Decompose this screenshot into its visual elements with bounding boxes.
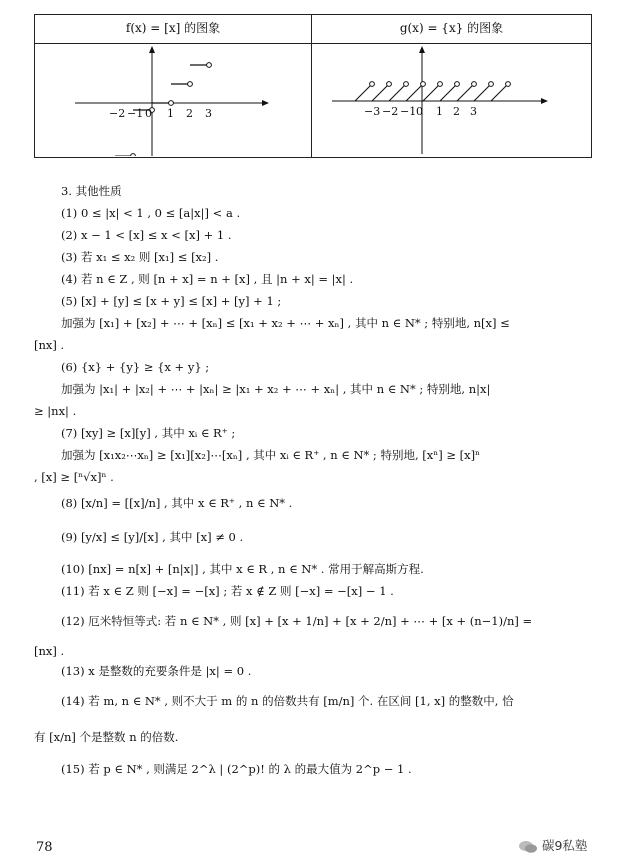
property-line: ≥ |nx| . [34,404,77,418]
floor-tick-label: 0 [145,107,152,120]
property-line: (5) [x] + [y] ≤ [x + y] ≤ [x] + [y] + 1 ; [61,294,282,308]
property-line: 加强为 |x₁| + |x₂| + ⋯ + |xₙ| ≥ |x₁ + x₂ + ⋯ + xₙ| , 其中 n ∈ N* ; 特别地, n|x| [61,382,491,396]
floor-graph-caption: f(x) = [x] 的图象 [125,21,221,35]
property-line: (1) 0 ≤ |x| < 1 , 0 ≤ [a|x|] < a . [61,206,241,220]
floor-function-graph [35,44,311,156]
property-line: (6) {x} + {y} ≥ {x + y} ; [61,360,210,374]
frac-tick-label: −1 [400,105,417,118]
property-line: (7) [xy] ≥ [x][y] , 其中 xᵢ ∈ R⁺ ; [61,426,236,440]
watermark [518,836,587,854]
wechat-icon [518,840,538,854]
property-line: (9) [y/x] ≤ [y]/[x] , 其中 [x] ≠ 0 . [61,530,244,544]
frac-tick-label: 1 [436,105,443,118]
property-line: (4) 若 n ∈ Z , 则 [n + x] = n + [x] , 且 |n + x| = |x| . [61,272,354,286]
property-line: [nx] . [34,338,65,352]
property-line: (2) x − 1 < [x] ≤ x < [x] + 1 . [61,228,232,242]
floor-tick-label: −1 [127,107,144,120]
property-line: (14) 若 m, n ∈ N* , 则不大于 m 的 n 的倍数共有 [m/n] 个. 在区间 [1, x] 的整数中, 恰 [61,694,514,708]
frac-tick-label: −2 [382,105,399,118]
frac-tick-label: 3 [470,105,477,118]
property-line: (3) 若 x₁ ≤ x₂ 则 [x₁] ≤ [x₂] . [61,250,219,264]
frac-tick-label: −3 [364,105,381,118]
page-number: 78 [36,840,53,855]
property-line: (13) x 是整数的充要条件是 |x| = 0 . [61,664,252,678]
frac-tick-label: 2 [453,105,460,118]
frac-tick-label: 0 [416,105,423,118]
graph-table [34,14,592,158]
floor-tick-label: −2 [109,107,126,120]
property-line: (12) 厄米特恒等式: 若 n ∈ N* , 则 [x] + [x + 1/n] + [x + 2/n] + ⋯ + [x + (n−1)/n] = [61,614,533,628]
property-line: (10) [nx] = n[x] + [n|x|] , 其中 x ∈ R , n ∈ N* . 常用于解高斯方程. [61,562,424,576]
property-line: (11) 若 x ∈ Z 则 [−x] = −[x] ; 若 x ∉ Z 则 [−x] = −[x] − 1 . [61,584,394,598]
property-line: 有 [x/n] 个是整数 n 的倍数. [34,730,179,744]
floor-tick-label: 1 [167,107,174,120]
property-line: (8) [x/n] = [[x]/n] , 其中 x ∈ R⁺ , n ∈ N* . [61,496,293,510]
fractional-part-graph [312,44,591,156]
property-line: , [x] ≥ [ⁿ√x]ⁿ . [34,470,114,484]
property-line: 加强为 [x₁] + [x₂] + ⋯ + [xₙ] ≤ [x₁ + x₂ + ⋯ + xₙ] , 其中 n ∈ N* ; 特别地, n[x] ≤ [61,316,510,330]
watermark-text: 碳9私塾 [541,838,588,853]
floor-tick-label: 2 [186,107,193,120]
property-line: [nx] . [34,644,65,658]
property-line: 加强为 [x₁x₂⋯xₙ] ≥ [x₁][x₂]⋯[xₙ] , 其中 xᵢ ∈ R⁺ , n ∈ N* ; 特别地, [xⁿ] ≥ [x]ⁿ [61,448,481,462]
property-line: (15) 若 p ∈ N* , 则满足 2^λ | (2^p)! 的 λ 的最大值为 2^p − 1 . [61,762,412,776]
section-heading: 3. 其他性质 [61,184,122,198]
frac-graph-caption: g(x) = {x} 的图象 [399,21,504,35]
floor-tick-label: 3 [205,107,212,120]
